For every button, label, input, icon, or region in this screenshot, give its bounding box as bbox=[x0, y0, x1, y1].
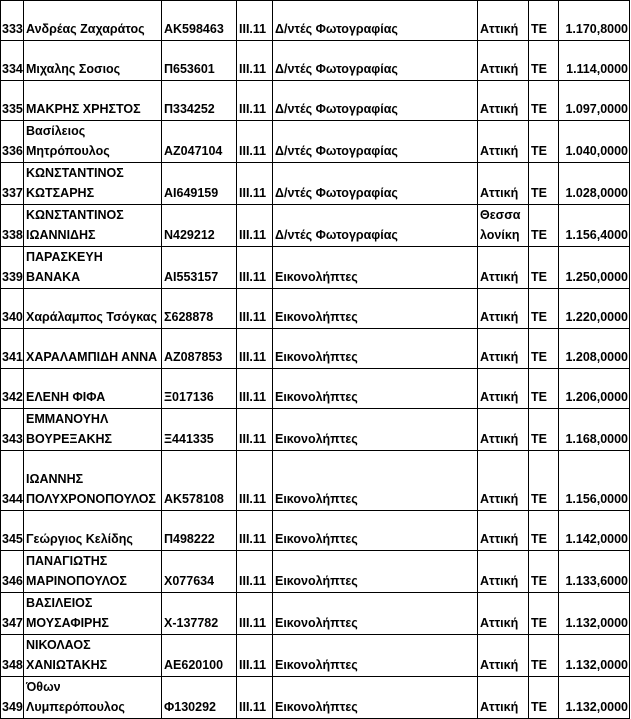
score-cell[interactable]: 1.114,0000 bbox=[559, 41, 630, 81]
code-cell[interactable]: ΙΙΙ.11 bbox=[237, 121, 273, 163]
name-cell[interactable]: Βασίλειος Μητρόπουλος bbox=[24, 121, 162, 163]
row-number-cell[interactable]: 337 bbox=[1, 163, 24, 205]
specialty-cell[interactable]: Εικονολήπτες bbox=[273, 451, 478, 511]
table-row bbox=[1, 635, 630, 677]
id-cell[interactable]: ΑΚ578108 bbox=[162, 451, 237, 511]
code-cell[interactable]: ΙΙΙ.11 bbox=[237, 1, 273, 41]
level-cell[interactable]: ΤΕ bbox=[529, 289, 559, 329]
specialty-cell[interactable]: Δ/ντές Φωτογραφίας bbox=[273, 163, 478, 205]
row-number-cell[interactable]: 335 bbox=[1, 81, 24, 121]
id-cell[interactable]: ΑΕ620100 bbox=[162, 635, 237, 677]
id-cell[interactable]: Χ-137782 bbox=[162, 593, 237, 635]
level-cell[interactable]: ΤΕ bbox=[529, 41, 559, 81]
row-number-cell[interactable]: 345 bbox=[1, 511, 24, 551]
level-cell[interactable]: ΤΕ bbox=[529, 593, 559, 635]
name-cell[interactable]: ΒΑΣΙΛΕΙΟΣ ΜΟΥΣΑΦΙΡΗΣ bbox=[24, 593, 162, 635]
score-cell[interactable]: 1.250,0000 bbox=[559, 247, 630, 289]
table-body bbox=[1, 1, 630, 719]
name-cell[interactable]: ΙΩΑΝΝΗΣ ΠΟΛΥΧΡΟΝΟΠΟΥΛΟΣ bbox=[24, 451, 162, 511]
region-cell[interactable]: Αττική bbox=[478, 451, 529, 511]
name-cell[interactable]: ΚΩΝΣΤΑΝΤΙΝΟΣ ΚΩΤΣΑΡΗΣ bbox=[24, 163, 162, 205]
score-cell[interactable]: 1.142,0000 bbox=[559, 511, 630, 551]
name-cell[interactable]: ΚΩΝΣΤΑΝΤΙΝΟΣ ΙΩΑΝΝΙΔΗΣ bbox=[24, 205, 162, 247]
score-cell[interactable]: 1.206,0000 bbox=[559, 369, 630, 409]
table-row bbox=[1, 289, 630, 329]
region-cell[interactable]: Θεσσαλονίκη bbox=[478, 205, 529, 247]
id-cell[interactable]: ΑΖ087853 bbox=[162, 329, 237, 369]
level-cell[interactable]: ΤΕ bbox=[529, 81, 559, 121]
id-cell[interactable]: Χ077634 bbox=[162, 551, 237, 593]
id-cell[interactable]: Ξ017136 bbox=[162, 369, 237, 409]
score-cell[interactable]: 1.028,0000 bbox=[559, 163, 630, 205]
region-cell[interactable]: Αττική bbox=[478, 511, 529, 551]
score-cell[interactable]: 1.132,0000 bbox=[559, 593, 630, 635]
code-cell[interactable]: ΙΙΙ.11 bbox=[237, 511, 273, 551]
level-cell[interactable]: ΤΕ bbox=[529, 329, 559, 369]
region-cell[interactable]: Αττική bbox=[478, 81, 529, 121]
level-cell[interactable]: ΤΕ bbox=[529, 247, 559, 289]
table-row bbox=[1, 247, 630, 289]
name-cell[interactable]: ΠΑΡΑΣΚΕΥΗ ΒΑΝΑΚΑ bbox=[24, 247, 162, 289]
table-row bbox=[1, 593, 630, 635]
id-cell[interactable]: ΑΖ047104 bbox=[162, 121, 237, 163]
id-cell[interactable]: ΑΚ598463 bbox=[162, 1, 237, 41]
row-number-cell[interactable]: 349 bbox=[1, 677, 24, 719]
region-cell[interactable]: Αττική bbox=[478, 593, 529, 635]
table-row bbox=[1, 1, 630, 41]
region-cell[interactable]: Αττική bbox=[478, 1, 529, 41]
id-cell[interactable]: Φ130292 bbox=[162, 677, 237, 719]
name-cell[interactable]: Γεώργιος Κελίδης bbox=[24, 511, 162, 551]
level-cell[interactable]: ΤΕ bbox=[529, 511, 559, 551]
level-cell[interactable]: ΤΕ bbox=[529, 677, 559, 719]
row-number-cell[interactable]: 346 bbox=[1, 551, 24, 593]
specialty-cell[interactable]: Εικονολήπτες bbox=[273, 551, 478, 593]
region-cell[interactable]: Αττική bbox=[478, 289, 529, 329]
code-cell[interactable]: ΙΙΙ.11 bbox=[237, 289, 273, 329]
id-cell[interactable]: Π653601 bbox=[162, 41, 237, 81]
row-number-cell[interactable]: 333 bbox=[1, 1, 24, 41]
code-cell[interactable]: ΙΙΙ.11 bbox=[237, 409, 273, 451]
table-row bbox=[1, 329, 630, 369]
row-number-cell[interactable]: 341 bbox=[1, 329, 24, 369]
name-cell[interactable]: Ανδρέας Ζαχαράτος bbox=[24, 1, 162, 41]
score-cell[interactable]: 1.156,4000 bbox=[559, 205, 630, 247]
table-row bbox=[1, 451, 630, 511]
row-number-cell[interactable]: 348 bbox=[1, 635, 24, 677]
table-row bbox=[1, 121, 630, 163]
score-cell[interactable]: 1.133,6000 bbox=[559, 551, 630, 593]
table-row bbox=[1, 41, 630, 81]
name-cell[interactable]: ΜΑΚΡΗΣ ΧΡΗΣΤΟΣ bbox=[24, 81, 162, 121]
code-cell[interactable]: ΙΙΙ.11 bbox=[237, 205, 273, 247]
specialty-cell[interactable]: Δ/ντές Φωτογραφίας bbox=[273, 121, 478, 163]
code-cell[interactable]: ΙΙΙ.11 bbox=[237, 593, 273, 635]
code-cell[interactable]: ΙΙΙ.11 bbox=[237, 677, 273, 719]
name-cell[interactable]: Μιχαλης Σοσιος bbox=[24, 41, 162, 81]
specialty-cell[interactable]: Εικονολήπτες bbox=[273, 329, 478, 369]
row-number-cell[interactable]: 342 bbox=[1, 369, 24, 409]
id-cell[interactable]: Π334252 bbox=[162, 81, 237, 121]
code-cell[interactable]: ΙΙΙ.11 bbox=[237, 247, 273, 289]
region-cell[interactable]: Αττική bbox=[478, 369, 529, 409]
region-cell[interactable]: Αττική bbox=[478, 121, 529, 163]
score-cell[interactable]: 1.132,0000 bbox=[559, 635, 630, 677]
code-cell[interactable]: ΙΙΙ.11 bbox=[237, 163, 273, 205]
row-number-cell[interactable]: 340 bbox=[1, 289, 24, 329]
name-cell[interactable]: ΝΙΚΟΛΑΟΣ ΧΑΝΙΩΤΑΚΗΣ bbox=[24, 635, 162, 677]
name-cell[interactable]: ΧΑΡΑΛΑΜΠΙΔΗ ΑΝΝΑ bbox=[24, 329, 162, 369]
row-number-cell[interactable]: 336 bbox=[1, 121, 24, 163]
code-cell[interactable]: ΙΙΙ.11 bbox=[237, 81, 273, 121]
row-number-cell[interactable]: 334 bbox=[1, 41, 24, 81]
score-cell[interactable]: 1.097,0000 bbox=[559, 81, 630, 121]
level-cell[interactable]: ΤΕ bbox=[529, 409, 559, 451]
table-row bbox=[1, 205, 630, 247]
specialty-cell[interactable]: Δ/ντές Φωτογραφίας bbox=[273, 81, 478, 121]
specialty-cell[interactable]: Εικονολήπτες bbox=[273, 247, 478, 289]
score-cell[interactable]: 1.170,8000 bbox=[559, 1, 630, 41]
score-cell[interactable]: 1.168,0000 bbox=[559, 409, 630, 451]
level-cell[interactable]: ΤΕ bbox=[529, 121, 559, 163]
region-cell[interactable]: Αττική bbox=[478, 329, 529, 369]
score-cell[interactable]: 1.156,0000 bbox=[559, 451, 630, 511]
specialty-cell[interactable]: Εικονολήπτες bbox=[273, 289, 478, 329]
name-cell[interactable]: ΕΜΜΑΝΟΥΗΛ ΒΟΥΡΕΞΑΚΗΣ bbox=[24, 409, 162, 451]
name-cell[interactable]: ΠΑΝΑΓΙΩΤΗΣ ΜΑΡΙΝΟΠΟΥΛΟΣ bbox=[24, 551, 162, 593]
table-row bbox=[1, 81, 630, 121]
table-row bbox=[1, 409, 630, 451]
level-cell[interactable]: ΤΕ bbox=[529, 451, 559, 511]
table-row bbox=[1, 369, 630, 409]
specialty-cell[interactable]: Εικονολήπτες bbox=[273, 409, 478, 451]
code-cell[interactable]: ΙΙΙ.11 bbox=[237, 329, 273, 369]
id-cell[interactable]: Ν429212 bbox=[162, 205, 237, 247]
level-cell[interactable]: ΤΕ bbox=[529, 163, 559, 205]
region-cell[interactable]: Αττική bbox=[478, 635, 529, 677]
code-cell[interactable]: ΙΙΙ.11 bbox=[237, 635, 273, 677]
level-cell[interactable]: ΤΕ bbox=[529, 369, 559, 409]
level-cell[interactable]: ΤΕ bbox=[529, 551, 559, 593]
id-cell[interactable]: Σ628878 bbox=[162, 289, 237, 329]
specialty-cell[interactable]: Εικονολήπτες bbox=[273, 593, 478, 635]
name-cell[interactable]: ΕΛΕΝΗ ΦΙΦΑ bbox=[24, 369, 162, 409]
code-cell[interactable]: ΙΙΙ.11 bbox=[237, 369, 273, 409]
region-cell[interactable]: Αττική bbox=[478, 163, 529, 205]
region-cell[interactable]: Αττική bbox=[478, 41, 529, 81]
specialty-cell[interactable]: Εικονολήπτες bbox=[273, 635, 478, 677]
table-row bbox=[1, 163, 630, 205]
region-cell[interactable]: Αττική bbox=[478, 551, 529, 593]
specialty-cell[interactable]: Εικονολήπτες bbox=[273, 511, 478, 551]
code-cell[interactable]: ΙΙΙ.11 bbox=[237, 551, 273, 593]
id-cell[interactable]: ΑΙ649159 bbox=[162, 163, 237, 205]
table-row bbox=[1, 677, 630, 719]
score-cell[interactable]: 1.132,0000 bbox=[559, 677, 630, 719]
code-cell[interactable]: ΙΙΙ.11 bbox=[237, 451, 273, 511]
row-number-cell[interactable]: 339 bbox=[1, 247, 24, 289]
specialty-cell[interactable]: Δ/ντές Φωτογραφίας bbox=[273, 1, 478, 41]
id-cell[interactable]: Ξ441335 bbox=[162, 409, 237, 451]
specialty-cell[interactable]: Εικονολήπτες bbox=[273, 369, 478, 409]
row-number-cell[interactable]: 343 bbox=[1, 409, 24, 451]
row-number-cell[interactable]: 347 bbox=[1, 593, 24, 635]
specialty-cell[interactable]: Δ/ντές Φωτογραφίας bbox=[273, 41, 478, 81]
table-row bbox=[1, 511, 630, 551]
specialty-cell[interactable]: Εικονολήπτες bbox=[273, 677, 478, 719]
specialty-cell[interactable]: Δ/ντές Φωτογραφίας bbox=[273, 205, 478, 247]
region-cell[interactable]: Αττική bbox=[478, 677, 529, 719]
level-cell[interactable]: ΤΕ bbox=[529, 1, 559, 41]
id-cell[interactable]: Π498222 bbox=[162, 511, 237, 551]
row-number-cell[interactable]: 338 bbox=[1, 205, 24, 247]
score-cell[interactable]: 1.040,0000 bbox=[559, 121, 630, 163]
score-cell[interactable]: 1.220,0000 bbox=[559, 289, 630, 329]
level-cell[interactable]: ΤΕ bbox=[529, 635, 559, 677]
code-cell[interactable]: ΙΙΙ.11 bbox=[237, 41, 273, 81]
score-cell[interactable]: 1.208,0000 bbox=[559, 329, 630, 369]
region-cell[interactable]: Αττική bbox=[478, 409, 529, 451]
row-number-cell[interactable]: 344 bbox=[1, 451, 24, 511]
name-cell[interactable]: Χαράλαμπος Τσόγκας bbox=[24, 289, 162, 329]
region-cell[interactable]: Αττική bbox=[478, 247, 529, 289]
table-row bbox=[1, 551, 630, 593]
name-cell[interactable]: Όθων Λυμπερόπουλος bbox=[24, 677, 162, 719]
level-cell[interactable]: ΤΕ bbox=[529, 205, 559, 247]
id-cell[interactable]: ΑΙ553157 bbox=[162, 247, 237, 289]
